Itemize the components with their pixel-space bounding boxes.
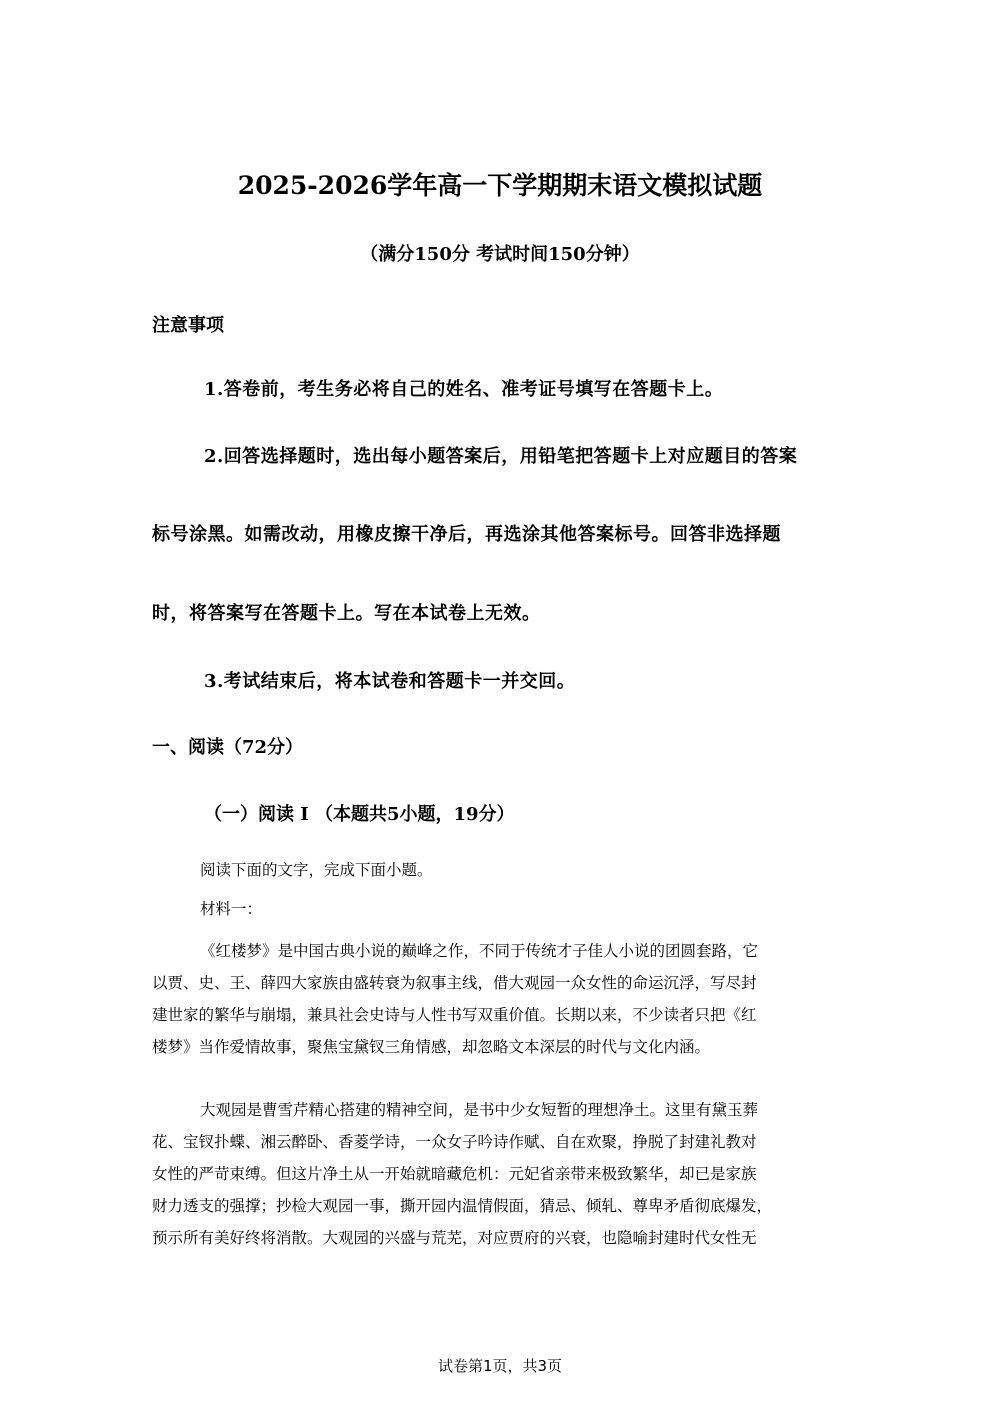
paragraph-line: 预示所有美好终将消散。大观园的兴盛与荒芜，对应贾府的兴衰，也隐喻封建时代女性无 xyxy=(152,1229,757,1247)
notice-heading: 注意事项 xyxy=(152,315,224,336)
subsection-heading: （一）阅读 I （本题共5小题，19分） xyxy=(204,804,515,825)
reading-instruction: 阅读下面的文字，完成下面小题。 xyxy=(200,861,433,879)
page-footer: 试卷第1页，共3页 xyxy=(437,1357,563,1375)
section-heading: 一、阅读（72分） xyxy=(152,737,304,758)
notice-item-3: 3.考试结束后，将本试卷和答题卡一并交回。 xyxy=(204,671,576,692)
notice-item-2-line-2: 标号涂黑。如需改动，用橡皮擦干净后，再选涂其他答案标号。回答非选择题 xyxy=(152,524,781,545)
paragraph-line: 女性的严苛束缚。但这片净土从一开始就暗藏危机：元妃省亲带来极致繁华，却已是家族 xyxy=(152,1165,757,1183)
paragraph-1 xyxy=(152,935,852,1063)
notice-item-1: 1.答卷前，考生务必将自己的姓名、准考证号填写在答题卡上。 xyxy=(204,379,724,400)
paragraph-line: 以贾、史、王、薛四大家族由盛转衰为叙事主线，借大观园一众女性的命运沉浮，写尽封 xyxy=(152,974,757,992)
material-label: 材料一： xyxy=(200,900,263,918)
notice-item-2-line-1: 2.回答选择题时，选出每小题答案后，用铅笔把答题卡上对应题目的答案 xyxy=(204,446,798,467)
paragraph-line: 建世家的繁华与崩塌，兼具社会史诗与人性书写双重价值。长期以来，不少读者只把《红 xyxy=(152,1006,757,1024)
paragraph-line: 楼梦》当作爱情故事，聚焦宝黛钗三角情感，却忽略文本深层的时代与文化内涵。 xyxy=(152,1038,711,1056)
exam-subtitle: （满分150分 考试时间150分钟） xyxy=(360,244,640,265)
paragraph-line: 财力透支的强撑；抄检大观园一事，撕开园内温情假面，猜忌、倾轧、尊卑矛盾彻底爆发， xyxy=(152,1197,773,1215)
paragraph-line: 花、宝钗扑蝶、湘云醉卧、香菱学诗，一众女子吟诗作赋、自在欢聚，挣脱了封建礼教对 xyxy=(152,1133,757,1151)
paragraph-2 xyxy=(152,1094,852,1254)
exam-title: 2025-2026学年高一下学期期末语文模拟试题 xyxy=(237,171,763,200)
paragraph-line: 《红楼梦》是中国古典小说的巅峰之作，不同于传统才子佳人小说的团圆套路，它 xyxy=(200,942,759,960)
paragraph-line: 大观园是曹雪芹精心搭建的精神空间，是书中少女短暂的理想净土。这里有黛玉葬 xyxy=(200,1101,759,1119)
notice-item-2-line-3: 时，将答案写在答题卡上。写在本试卷上无效。 xyxy=(152,603,541,624)
